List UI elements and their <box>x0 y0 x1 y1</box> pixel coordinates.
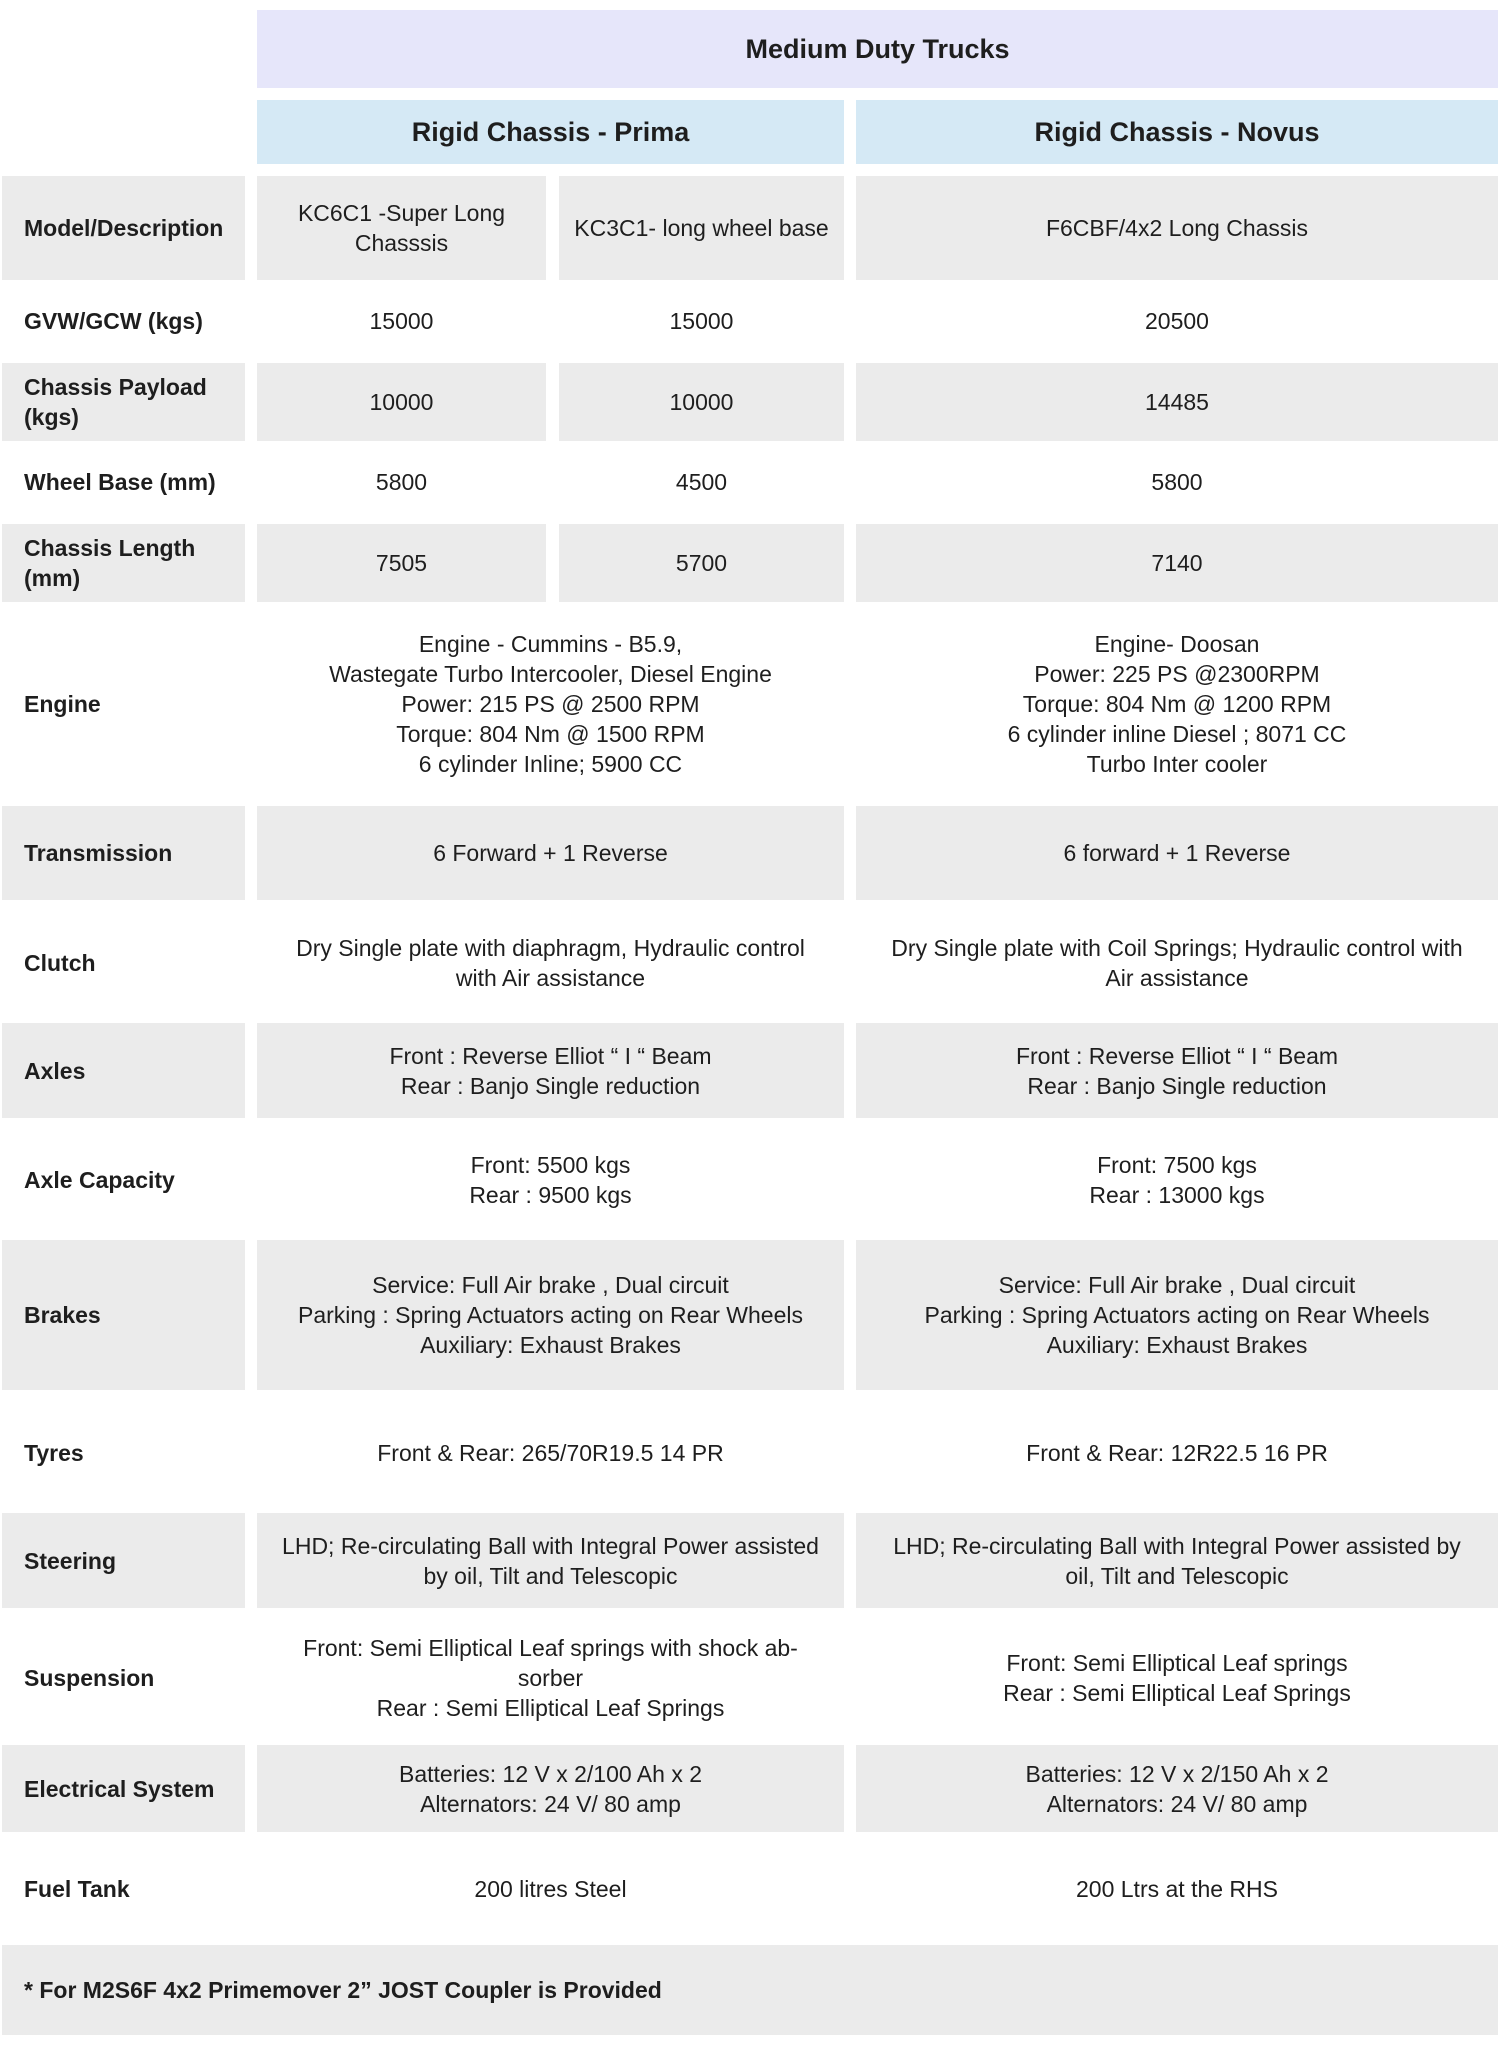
row-label-gvw: GVW/GCW (kgs) <box>24 308 203 334</box>
row-label-length: Chassis Length (mm) <box>2 524 245 602</box>
brakes-prima: Service: Full Air brake , Dual circuit Parking : Spring Actuators acting on Rear Wheels Auxiliary: Exhaust Brakes <box>257 1240 844 1390</box>
wheelbase-prima-a: 5800 <box>375 469 428 495</box>
row-label-electrical: Electrical System <box>2 1745 245 1832</box>
length-novus: 7140 <box>856 524 1498 602</box>
transmission-prima: 6 Forward + 1 Reverse <box>257 806 844 900</box>
row-label-payload: Chassis Payload (kgs) <box>2 363 245 441</box>
row-label-wheelbase: Wheel Base (mm) <box>24 469 216 495</box>
axle-capacity-prima: Front: 5500 kgs Rear : 9500 kgs <box>469 1151 632 1208</box>
column-group-novus: Rigid Chassis - Novus <box>856 100 1498 164</box>
column-group-prima: Rigid Chassis - Prima <box>257 100 844 164</box>
table-title: Medium Duty Trucks <box>257 10 1498 88</box>
row-label-fuel-tank: Fuel Tank <box>24 1876 130 1902</box>
row-label-model: Model/Description <box>2 176 245 280</box>
steering-prima: LHD; Re-circulating Ball with Integral Power assisted by oil, Tilt and Telescopic <box>257 1513 844 1608</box>
axle-capacity-novus: Front: 7500 kgs Rear : 13000 kgs <box>1089 1151 1265 1208</box>
row-label-clutch: Clutch <box>24 949 96 976</box>
wheelbase-novus: 5800 <box>1151 469 1203 495</box>
row-label-transmission: Transmission <box>2 806 245 900</box>
row-label-axle-capacity: Axle Capacity <box>24 1166 175 1193</box>
fuel-tank-novus: 200 Ltrs at the RHS <box>1076 1876 1278 1902</box>
clutch-novus: Dry Single plate with Coil Springs; Hydraulic control with Air assistance <box>891 934 1463 991</box>
electrical-novus: Batteries: 12 V x 2/150 Ah x 2 Alternators: 24 V/ 80 amp <box>856 1745 1498 1832</box>
transmission-novus: 6 forward + 1 Reverse <box>856 806 1498 900</box>
axles-prima: Front : Reverse Elliot “ I “ Beam Rear : Banjo Single reduction <box>257 1023 844 1118</box>
row-label-steering: Steering <box>2 1513 245 1608</box>
model-prima-b: KC3C1- long wheel base <box>559 176 844 280</box>
length-prima-b: 5700 <box>559 524 844 602</box>
length-prima-a: 7505 <box>257 524 546 602</box>
row-label-engine: Engine <box>24 691 101 717</box>
model-prima-a: KC6C1 -Super Long Chasssis <box>257 176 546 280</box>
wheelbase-prima-b: 4500 <box>675 469 728 495</box>
gvw-novus: 20500 <box>1145 308 1209 334</box>
model-novus: F6CBF/4x2 Long Chassis <box>856 176 1498 280</box>
payload-novus: 14485 <box>856 363 1498 441</box>
row-label-tyres: Tyres <box>24 1439 84 1466</box>
steering-novus: LHD; Re-circulating Ball with Integral Power assisted by oil, Tilt and Telescopic <box>856 1513 1498 1608</box>
tyres-novus: Front & Rear: 12R22.5 16 PR <box>1026 1439 1328 1466</box>
engine-prima: Engine - Cummins - B5.9, Wastegate Turbo Intercooler, Diesel Engine Power: 215 PS @ 2500 RPM Torque: 804 Nm @ 1500 RPM 6 cylinder Inline; 5900 CC <box>329 631 772 777</box>
footnote: * For M2S6F 4x2 Primemover 2” JOST Coupler is Provided <box>2 1945 1498 2035</box>
clutch-prima: Dry Single plate with diaphragm, Hydraulic control with Air assistance <box>296 934 805 991</box>
payload-prima-b: 10000 <box>559 363 844 441</box>
electrical-prima: Batteries: 12 V x 2/100 Ah x 2 Alternators: 24 V/ 80 amp <box>257 1745 844 1832</box>
row-label-brakes: Brakes <box>2 1240 245 1390</box>
payload-prima-a: 10000 <box>257 363 546 441</box>
gvw-prima-b: 15000 <box>669 308 734 334</box>
brakes-novus: Service: Full Air brake , Dual circuit Parking : Spring Actuators acting on Rear Wheels Auxiliary: Exhaust Brakes <box>856 1240 1498 1390</box>
suspension-novus: Front: Semi Elliptical Leaf springs Rear : Semi Elliptical Leaf Springs <box>1003 1649 1351 1706</box>
suspension-prima: Front: Semi Elliptical Leaf springs with shock ab- sorber Rear : Semi Elliptical Leaf Springs <box>303 1634 798 1721</box>
engine-novus: Engine- Doosan Power: 225 PS @2300RPM Torque: 804 Nm @ 1200 RPM 6 cylinder inline Diesel ; 8071 CC Turbo Inter cooler <box>1007 631 1347 777</box>
gvw-prima-a: 15000 <box>369 308 434 334</box>
row-label-suspension: Suspension <box>24 1664 155 1691</box>
fuel-tank-prima: 200 litres Steel <box>474 1876 627 1902</box>
row-label-axles: Axles <box>2 1023 245 1118</box>
axles-novus: Front : Reverse Elliot “ I “ Beam Rear : Banjo Single reduction <box>856 1023 1498 1118</box>
tyres-prima: Front & Rear: 265/70R19.5 14 PR <box>377 1439 724 1466</box>
